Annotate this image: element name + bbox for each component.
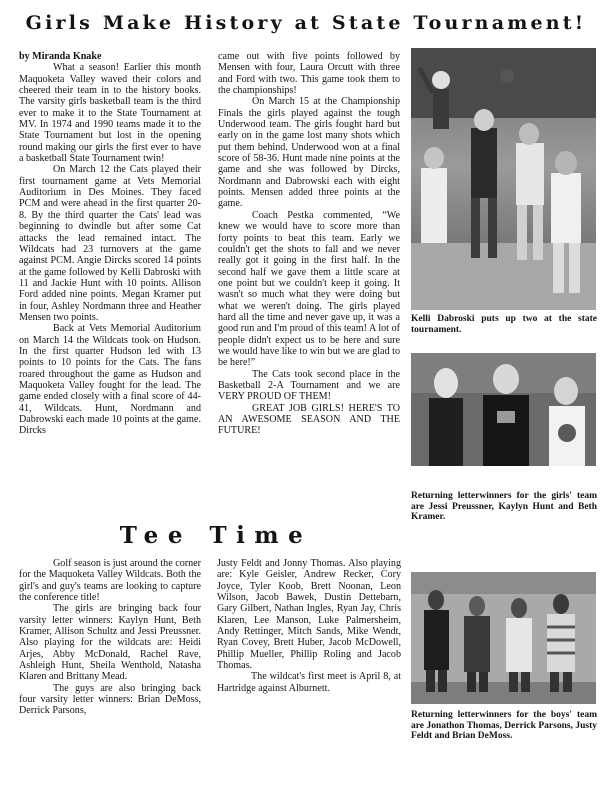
girls-photo-caption: Returning letterwinners for the girls' team are Jessi Preussner, Kaylyn Hunt and Beth Kramer. [411,491,597,523]
boys-photo-caption: Returning letterwinners for the boys' team are Jonathon Thomas, Derrick Parsons, Justy Feldt and Brian DeMoss. [411,710,597,742]
boys-letterwinners-photo [411,572,596,704]
article-paragraph: The wildcat's first meet is April 8, at Hartridge against Alburnett. [217,671,401,694]
girls-article-column-1 [19,51,201,519]
article-paragraph: Justy Feldt and Jonny Thomas. Also playing are: Kyle Geisler, Andrew Recker, Cory Joyce, Tyler Koob, Brett Noonan, Leon Wilson, Jacob Bawek, Dustin Dettebarn, Gary Gilbert, Nathan Ingles, Ryan Jay, Chris Klaren, Lee Manson, Luke Palmersheim, Andy Rettinger, Mitch Sands, Mike Wendt, Ryan Covey, Brett Huber, Jacob McDowell, Phillip Mueller, Phillip Roling and Jacob Thomas. [217,558,401,672]
article-paragraph: came out with five points followed by Mensen with four, Laura Orcutt with three and Ford with two. This game took them to the championships! [218,51,400,97]
article-paragraph: The guys are also bringing back four varsity letter winners: Brian DeMoss, Derrick Parsons, [19,682,201,717]
article-paragraph: On March 15 at the Championship Finals the girls played against the tough Underwood team. The girls fought hard but early on in the game lost many shots which put them behind. Underwood won at a final score of 58-36. Hunt made nine points at the game and she was followed by Dircks, Nordmann and Dabrowski each with eight points. Mensen added three points at the game. [218,96,400,210]
article-paragraph: What a season! Earlier this month Maquoketa Valley waved their colors and cheered their team in to the history books. The varsity girls basketball team is the third ever to make it to the State Tournament at MV. In 1974 and 1990 teams made it to the State Tournament but lost in the opening round making our girls the first ever to have a basketball State Tournament twin! [19,62,201,165]
article-paragraph: The girls are bringing back four varsity letter winners: Kaylyn Hunt, Beth Kramer, Allison Schultz and Jessi Preussner. Also playing for the wildcats are: Heidi Arjes, Abby McDonald, Rachel Rave, Ashleigh Hunt, Sheila Wenthold, Natasha Klaren and Brittany Mead. [19,603,201,683]
article-paragraph: Coach Pestka commented, “We knew we would have to score more than forty points to beat this team. Early we couldn't get the shots to fall and we never really got it going in the first half. In the second half we gave them a little scare at one point but we couldn't keep it going. It wasn't so much what they were doing but what we weren't doing. The girls played hard all the time and never gave up, it was a good run and I'm proud of this team! A lot of people didn't expect us to be here and sure we would have like to win but we are glad to be here!” [218,209,400,369]
page-headline: Girls Make History at State Tournament! [25,12,587,34]
golf-article-column-2 [217,558,401,788]
article-paragraph: Back at Vets Memorial Auditorium on March 14 the Wildcats took on Hudson. In the first quarter Hudson led with 13 points to 10 points for the Cats. The fans roared throughout the game as Hudson and Maquoketa Valley fought for the lead. The game ended closely with a final score of 44-41, Wildcats. Hunt, Nordmann and Dabrowski each made 10 points at the game. Dircks [19,323,201,437]
basketball-photo-caption: Kelli Dabroski puts up two at the state tournament. [411,314,597,335]
article-paragraph: The Cats took second place in the Basketball 2-A Tournament and we are VERY PROUD OF THEM! [218,368,400,403]
girls-article-column-2 [218,51,400,506]
article-paragraph: GREAT JOB GIRLS! HERE'S TO AN AWESOME SEASON AND THE FUTURE! [218,402,400,437]
article-paragraph: Golf season is just around the corner for the Maquoketa Valley Wildcats. Both the girl's and guy's teams are looking to capture the conference title! [19,558,201,604]
girls-letterwinners-photo [411,353,596,466]
golf-article-column-1 [19,558,201,788]
article-paragraph: On March 12 the Cats played their first tournament game at Vets Memorial Auditorium in Des Moines. They faced PCM and were ahead in the first quarter 20-8. By the third quarter the Cats' lead was beginning to dwindle but after some Cat attacks the lead remained intact. The Wildcats had 23 turnovers at the game against PCM. Angie Dircks scored 14 points at the game followed by Kelli Dabroski with 11 and Jackie Hunt with 10 points. Allison Ford added nine points. Megan Kramer put in four, Ashley Nordmann three and Heather Mensen two points. [19,164,201,323]
basketball-photo [411,48,596,310]
tee-time-title: Tee Time [119,522,313,549]
byline: by Miranda Knake [19,51,102,62]
